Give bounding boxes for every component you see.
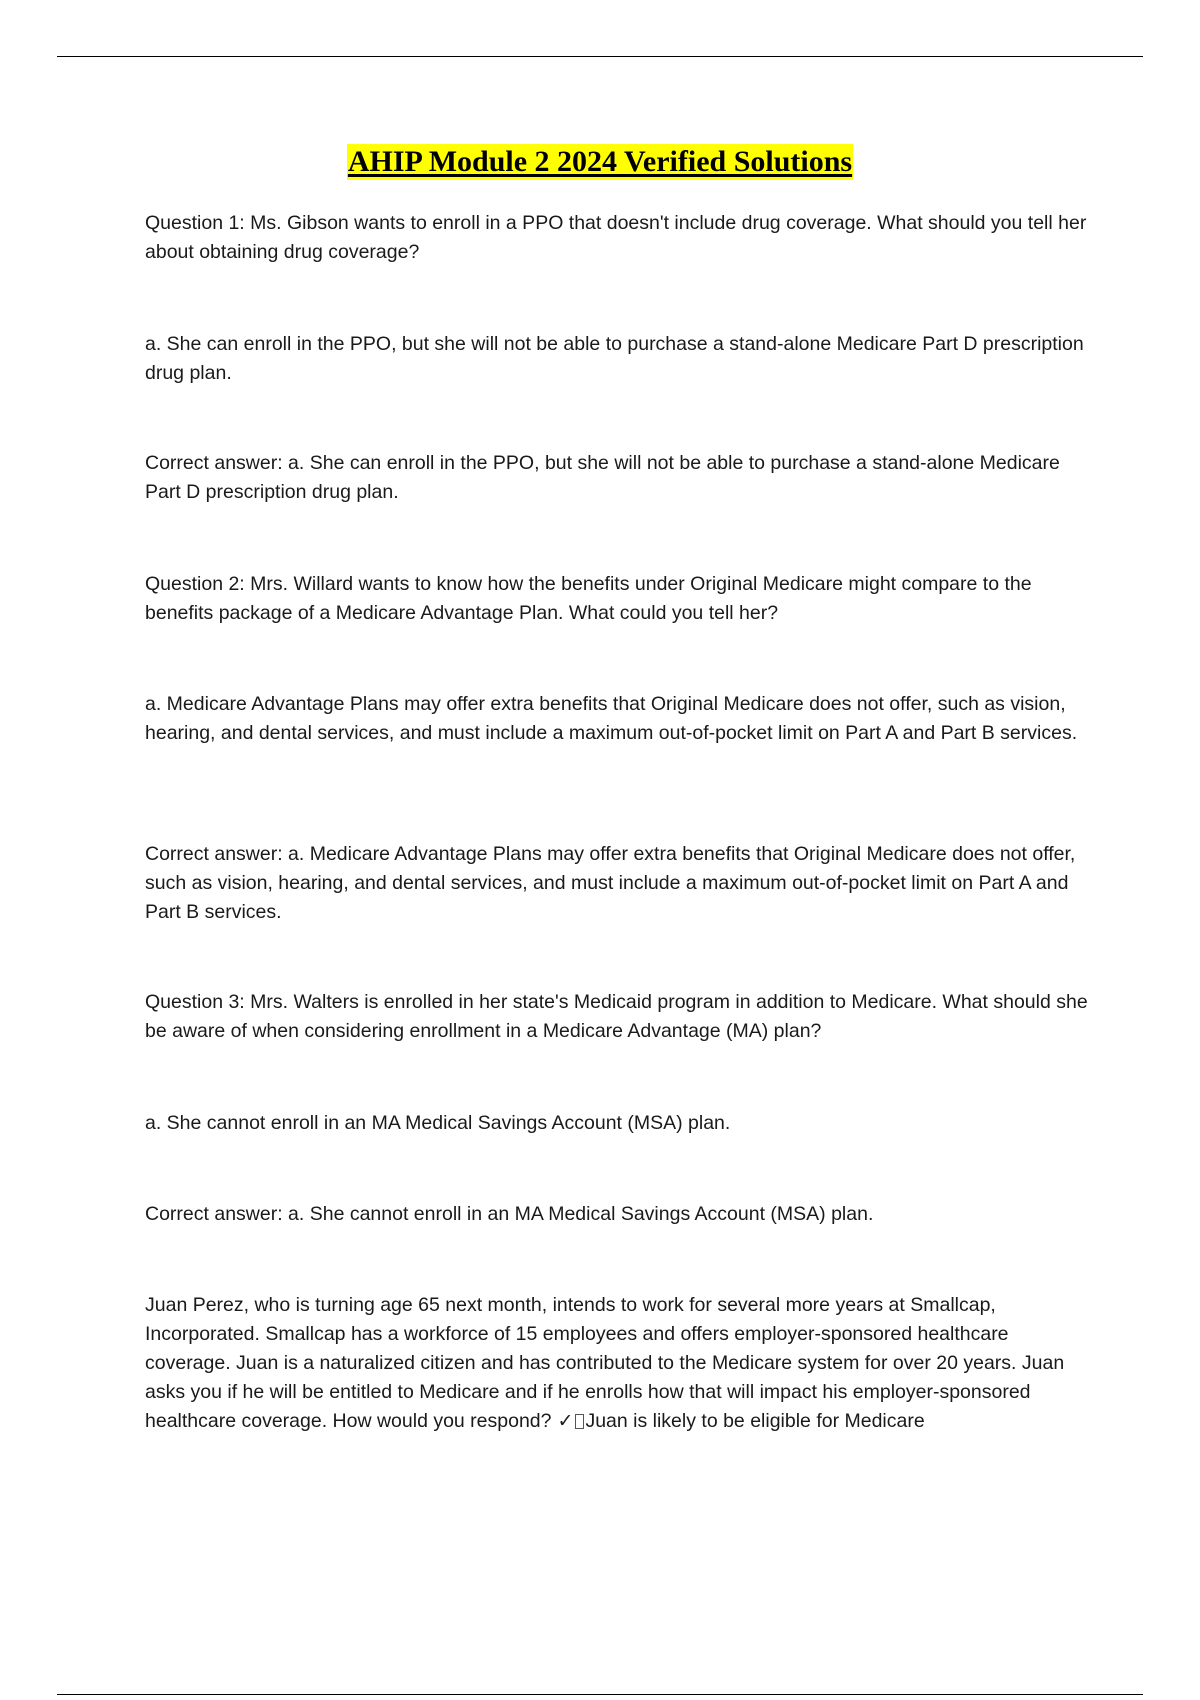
title-container [0, 144, 1200, 180]
question-1-correct-answer: Correct answer: a. She can enroll in the PPO, but she will not be able to purchase a stand-alone Medicare Part D prescription drug plan. [145, 452, 1060, 503]
page-title: AHIP Module 2 2024 Verified Solutions [347, 145, 853, 178]
scenario-text: Juan Perez, who is turning age 65 next month, intends to work for several more years at Smallcap, Incorporated. Smallcap has a workforce of 15 employees and offers employer-sponsored healthcare coverage. Juan is a naturalized citizen and has contributed to the Medicare system for over 20 years. Juan asks you if he will be entitled to Medicare and if he enrolls how that will impact his employer-sponsored healthcare coverage. How would you respond? [145, 1294, 1065, 1432]
question-2-correct-answer: Correct answer: a. Medicare Advantage Plans may offer extra benefits that Original Medicare does not offer, such as vision, hearing, and dental services, and must include a maximum out-of-pocket limit on Part A and Part B services. [145, 843, 1076, 923]
question-3-option-a: a. She cannot enroll in an MA Medical Savings Account (MSA) plan. [145, 1112, 731, 1134]
question-1: Question 1: Ms. Gibson wants to enroll in a PPO that doesn't include drug coverage. What should you tell her about obtaining drug coverage? [145, 212, 1087, 263]
question-2-option-a: a. Medicare Advantage Plans may offer extra benefits that Original Medicare does not offer, such as vision, hearing, and dental services, and must include a maximum out-of-pocket limit on Part A and Part B services. [145, 693, 1078, 744]
question-2: Question 2: Mrs. Willard wants to know how the benefits under Original Medicare might compare to the benefits package of a Medicare Advantage Plan. What could you tell her? [145, 573, 1032, 624]
question-3: Question 3: Mrs. Walters is enrolled in her state's Medicaid program in addition to Medicare. What should she be aware of when considering enrollment in a Medicare Advantage (MA) plan? [145, 991, 1088, 1042]
question-3-correct-answer: Correct answer: a. She cannot enroll in an MA Medical Savings Account (MSA) plan. [145, 1203, 874, 1225]
bottom-rule [57, 1694, 1143, 1695]
checkmark-icon: ✓ [557, 1410, 574, 1432]
top-rule [57, 56, 1143, 57]
scenario-answer-start: Juan is likely to be eligible for Medicare [585, 1410, 925, 1432]
question-1-option-a: a. She can enroll in the PPO, but she will not be able to purchase a stand-alone Medicare Part D prescription drug plan. [145, 333, 1084, 384]
scenario-question [145, 1291, 1095, 1436]
missing-glyph-box-icon [575, 1414, 584, 1429]
